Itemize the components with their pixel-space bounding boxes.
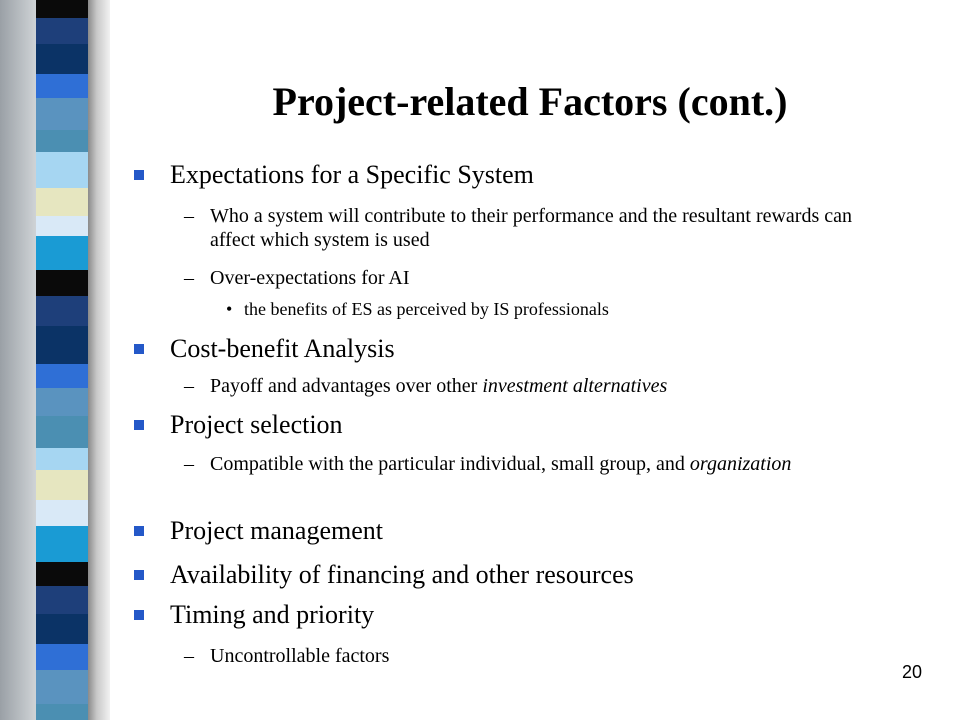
stripe-bar-shadow (88, 0, 110, 720)
sub-sub-bullet-text: the benefits of ES as perceived by IS professionals (244, 299, 609, 319)
dash-marker: – (184, 375, 194, 397)
sub-bullet-italic: organization (689, 453, 792, 475)
stripe-segment (36, 470, 88, 500)
sub-bullet-italic: investment alternatives (482, 375, 668, 397)
stripe-segment (36, 74, 88, 98)
stripe-segment (36, 526, 88, 562)
decorative-stripe-bar (0, 0, 110, 720)
sub-bullet-text (210, 374, 860, 398)
sub-bullet-prefix: Payoff and advantages over other (210, 375, 483, 397)
stripe-segment (36, 236, 88, 270)
bullet-text: Project selection (170, 410, 343, 439)
stripe-segment (36, 188, 88, 216)
bullet-text: Availability of financing and other resources (170, 560, 634, 589)
stripe-segment (36, 670, 88, 704)
stripe-segment (36, 704, 88, 720)
stripe-segment (36, 364, 88, 388)
square-bullet-icon (134, 420, 144, 430)
stripe-bar-edge (0, 0, 36, 720)
stripe-segment (36, 500, 88, 526)
stripe-segment (36, 562, 88, 586)
bullet-text: Cost-benefit Analysis (170, 334, 395, 363)
stripe-segment (36, 296, 88, 326)
stripe-segment (36, 130, 88, 152)
sub-bullet-prefix: Compatible with the particular individual, small group, and (210, 453, 690, 475)
sub-bullet-text (210, 452, 860, 476)
square-bullet-icon (134, 610, 144, 620)
dash-marker: – (184, 453, 194, 475)
bullet-text: Project management (170, 516, 383, 545)
square-bullet-icon (134, 170, 144, 180)
stripe-segment (36, 388, 88, 416)
dash-marker: – (184, 645, 194, 667)
stripe-segment (36, 270, 88, 296)
color-stripes (36, 0, 88, 720)
slide-title: Project-related Factors (cont.) (272, 79, 788, 124)
stripe-segment (36, 448, 88, 470)
stripe-segment (36, 586, 88, 614)
page-number: 20 (901, 662, 922, 682)
dot-marker: • (226, 299, 233, 319)
sub-bullet-text: Uncontrollable factors (210, 645, 390, 667)
stripe-segment (36, 18, 88, 44)
stripe-segment (36, 44, 88, 74)
stripe-segment (36, 216, 88, 236)
sub-bullet-text: Over-expectations for AI (210, 267, 410, 289)
stripe-segment (36, 614, 88, 644)
square-bullet-icon (134, 526, 144, 536)
stripe-segment (36, 644, 88, 670)
dash-marker: – (184, 267, 194, 289)
bullet-text: Timing and priority (170, 600, 375, 629)
stripe-segment (36, 326, 88, 364)
stripe-segment (36, 416, 88, 448)
square-bullet-icon (134, 570, 144, 580)
dash-marker: – (184, 205, 194, 227)
bullet-text: Expectations for a Specific System (170, 160, 534, 189)
sub-bullet-text: Who a system will contribute to their performance and the resultant rewards can affect which system is used (210, 205, 852, 251)
stripe-segment (36, 98, 88, 130)
stripe-segment (36, 0, 88, 18)
stripe-segment (36, 152, 88, 188)
square-bullet-icon (134, 344, 144, 354)
